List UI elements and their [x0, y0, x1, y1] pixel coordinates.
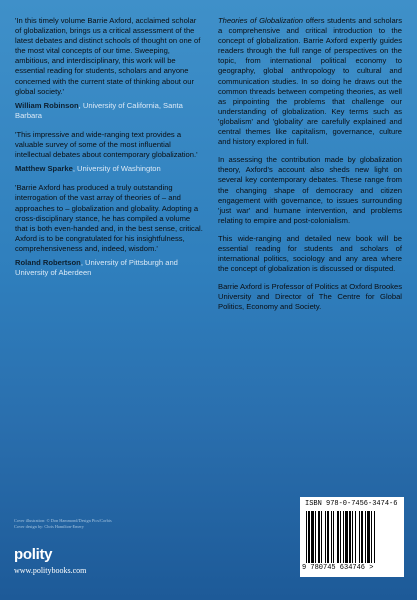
barcode-bar	[359, 511, 360, 563]
barcode-bars	[306, 511, 398, 563]
barcode-bar	[343, 511, 344, 563]
barcode-bar	[318, 511, 320, 563]
barcode-bar	[333, 511, 334, 563]
barcode-bar	[321, 511, 322, 563]
endorsements-column	[15, 16, 204, 287]
endorsement-quote: 'This impressive and wide-ranging text provides a valuable survey of some of the most influential intellectual debates about contemporary globalization.'	[15, 129, 198, 160]
cover-illustration-credit: Cover illustration: © Don Hammond/Design Pics/Corbis	[14, 518, 112, 523]
endorser-name: William Robinson	[15, 100, 79, 110]
description-column	[218, 16, 402, 313]
barcode-bar	[355, 511, 356, 563]
barcode-bar	[315, 511, 316, 563]
endorsement-attribution	[15, 164, 204, 174]
barcode-bar	[311, 511, 314, 563]
barcode-bar	[308, 511, 310, 563]
barcode-bar	[337, 511, 339, 563]
barcode-bar	[352, 511, 353, 563]
publisher-logo: polity	[14, 546, 53, 563]
description-paragraph-2: In assessing the contribution made by globalization theory, Axford's account also sheds new light on several key contemporary debates. These range from the changing shape of democracy and citizen engagement with governance, to issues surrounding 'just war' and humane intervention, and problems relating to empire and post-colonialism.	[218, 155, 402, 225]
barcode-bar	[325, 511, 326, 563]
endorsement-attribution	[15, 101, 204, 121]
endorser-name: Roland Robertson	[15, 257, 81, 267]
barcode-bar	[327, 511, 329, 563]
endorsement-3	[15, 183, 204, 278]
endorser-affiliation: , University of Washington	[72, 164, 161, 174]
description-paragraph-3: This wide-ranging and detailed new book will be essential reading for students and scholars of international politics, sociology and any area where the concept of globalization is discussed or disputed.	[218, 233, 402, 274]
book-title: Theories of Globalization	[218, 16, 304, 25]
barcode-digits: 9 780745 634746 >	[302, 564, 374, 572]
publisher-website[interactable]: www.politybooks.com	[14, 566, 87, 575]
endorser-affiliation: , University of Pittsburgh and University of Aberdeen	[15, 257, 178, 278]
barcode-bar	[367, 511, 370, 563]
barcode-bar	[349, 511, 351, 563]
barcode-bar	[361, 511, 363, 563]
barcode-bar	[306, 511, 307, 563]
endorsement-attribution	[15, 258, 204, 278]
endorser-affiliation: , University of California, Santa Barbara	[15, 100, 183, 120]
barcode-bar	[374, 511, 375, 563]
barcode-bar	[345, 511, 348, 563]
endorsement-1	[15, 16, 204, 121]
endorsement-2	[15, 130, 204, 174]
cover-credits	[14, 518, 112, 529]
endorsement-quote: 'In this timely volume Barrie Axford, acclaimed scholar of globalization, brings us a critical assessment of the latest debates and distinct schools of thought on one of the most vital concepts of our time. Sweeping, ambitious, and interdisciplinary, this work will be essential reading for students, scholars and anyone concerned with the current state of thinking about our global society.'	[15, 16, 201, 96]
barcode-bar	[365, 511, 366, 563]
barcode-bar	[340, 511, 341, 563]
isbn-label: ISBN 978-0-7456-3474-6	[305, 500, 398, 508]
endorser-name: Matthew Sparke	[15, 164, 73, 174]
barcode-bar	[331, 511, 332, 563]
description-paragraph-1	[218, 16, 402, 147]
cover-design-credit: Cover design by: Chris Hamilton-Emery	[14, 523, 84, 529]
author-bio: Barrie Axford is Professor of Politics at Oxford Brookes University and Director of The Centre for Global Politics, Economy and Society.	[218, 282, 403, 312]
isbn-barcode	[300, 497, 404, 577]
endorsement-quote: 'Barrie Axford has produced a truly outstanding interrogation of the vast array of theories of – and approaches to – globalization and globality. Adopting a cross-disciplinary stance, he has compiled a volume that is both even-handed and, in the best sense, critical. Axford is to be congratulated for his insightfulness, comprehensiveness and, indeed, wisdom.'	[15, 183, 203, 253]
description-text: offers students and scholars a comprehensive and critical introduction to the concept of globalization. Barrie Axford expertly guides readers through the full range of perspectives on the topic, from international political economy to geography, global anthropology to cultural and communication studies. In so doing he draws out the common threads between competing theories, as well as pinpointing the problems that challenge our understanding of globalization. Key terms such as 'globalism' and 'globality' are carefully explained and central themes like capitalism, governance, culture and history explored in full.	[218, 16, 402, 147]
barcode-bar	[371, 511, 372, 563]
